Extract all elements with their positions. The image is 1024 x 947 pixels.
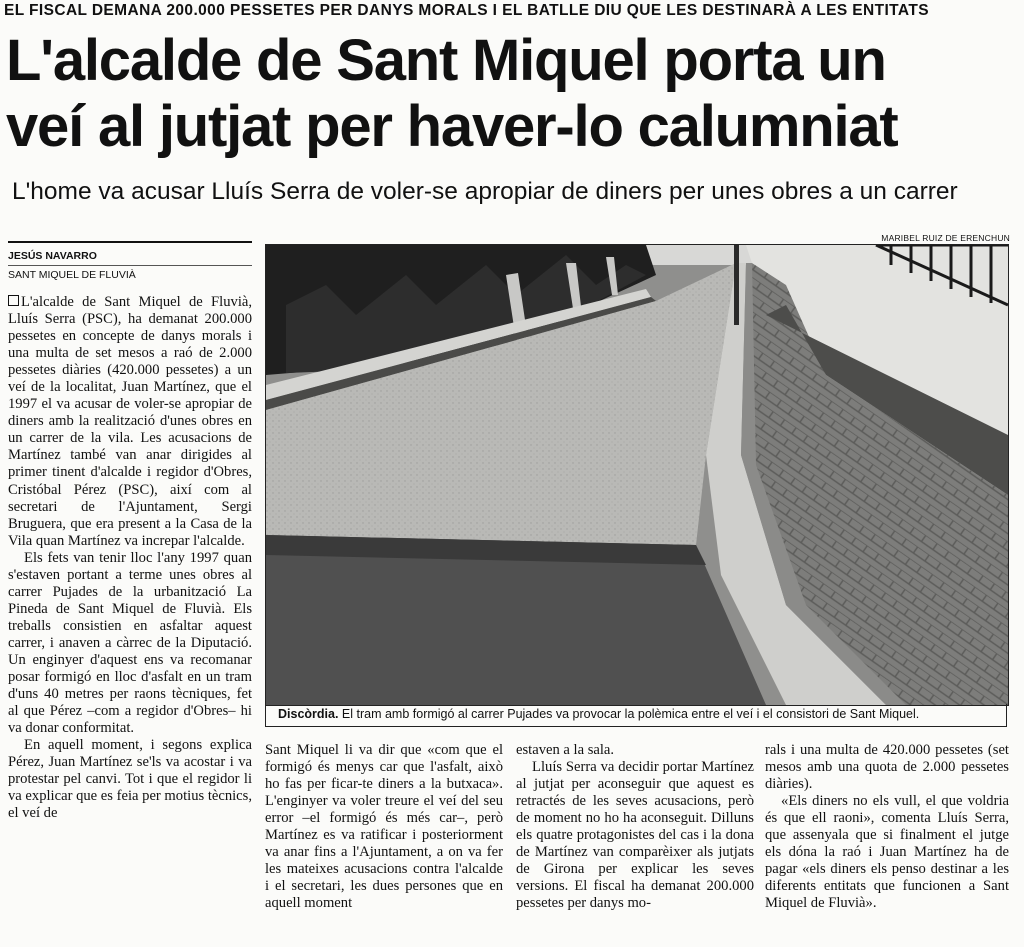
headline-line-2: veí al jutjat per haver-lo calumniat [6,94,898,159]
subhead: L'home va acusar Lluís Serra de voler-se apropiar de diners per unes obres a un carrer [12,178,958,205]
article-paragraph: Els fets van tenir lloc l'any 1997 quan s'estaven portant a terme unes obres al carrer Pujades de la urbanització La Pineda de Sant Miquel de Fluvià. Els treballs consistien en asfaltar aquest carrer, i anaven a càrrec de la Diputació. Un enginyer d'aquest ens va recomanar posar formigó en lloc d'asfalt en un tram d'uns 40 metres per raons tècniques, fet al que Pérez –com a regidor d'Obres– hi va donar conformitat. [8,549,252,737]
article-paragraph: rals i una multa de 420.000 pessetes (set mesos amb una quota de 2.000 pessetes diàries). [765,742,1009,793]
article-column-4 [765,742,1009,912]
article-column-3 [516,742,754,912]
caption-label: Discòrdia. [278,707,339,721]
headline-line-1: L'alcalde de Sant Miquel porta un [6,28,886,93]
headline [6,28,1022,160]
photo-caption [265,704,1007,727]
street-photo [265,244,1009,706]
photo-credit: MARIBEL RUIZ DE ERENCHUN [881,233,1010,243]
article-paragraph-text: L'alcalde de Sant Miquel de Fluvià, Lluís Serra (PSC), ha demanat 200.000 pessetes en concepte de danys morals i una multa de set mesos a raó de 2.000 pessetes diàries (420.000 pessetes) a un veí de la localitat, Juan Martínez, que el 1997 el va acusar de voler-se apropiar de diners amb la realització d'unes obres en un carrer de la vila. Les acusacions de Martínez també van anar dirigides al primer tinent d'alcalde i regidor d'Obres, Cristóbal Pérez (PSC), així com al secretari de l'Ajuntament, Sergi Bruguera, que era present a la Casa de la Vila quan Martínez va increpar l'alcalde. [8,294,252,549]
article-paragraph: Sant Miquel li va dir que «com que el formigó és menys car que l'asfalt, això ho fas per ficar-te diners a la butxaca». L'enginyer va voler treure el veí del seu error –el formigó és més car–, però Martínez es va ratificar i posteriorment va anar fins a l'Ajuntament, a on va fer les mateixes acusacions contra l'alcalde i el secretari, les dues persones que en aquell moment [265,742,503,912]
article-paragraph [8,294,252,550]
kicker: EL FISCAL DEMANA 200.000 PESSETES PER DANYS MORALS I EL BATLLE DIU QUE LES DESTINARÀ A LES ENTITATS [4,2,929,19]
article-paragraph: «Els diners no els vull, el que voldria és que ell raoni», comenta Lluís Serra, que assenyala que si finalment el jutge els dóna la raó i Juan Martínez ha de pagar «els diners els penso destinar a les diferents entitats que funcionen a Sant Miquel de Fluvià». [765,793,1009,912]
article-paragraph: Lluís Serra va decidir portar Martínez al jutjat per aconseguir que aquest es retractés de les seves acusacions, però de moment no ho ha aconseguit. Dilluns els quatre protagonistes del cas i la dona de Martínez van comparèixer als jutjats de Girona per explicar les seves versions. El fiscal ha demanat 200.000 pessetes per danys mo- [516,759,754,912]
article-column-2 [265,742,503,912]
byline-place: SANT MIQUEL DE FLUVIÀ [8,269,136,281]
caption-text: El tram amb formigó al carrer Pujades va provocar la polèmica entre el veí i el consistori de Sant Miquel. [341,707,920,721]
byline-author: JESÚS NAVARRO [8,241,252,266]
article-column-1 [8,294,252,822]
paragraph-marker-icon [8,295,19,306]
article-paragraph: estaven a la sala. [516,742,615,758]
article-paragraph: En aquell moment, i segons explica Pérez, Juan Martínez se'ls va acostar i va protestar pel canvi. Tot i que el regidor li va explicar que es feia per motius tècnics, el veí de [8,737,252,822]
byline [8,241,252,281]
